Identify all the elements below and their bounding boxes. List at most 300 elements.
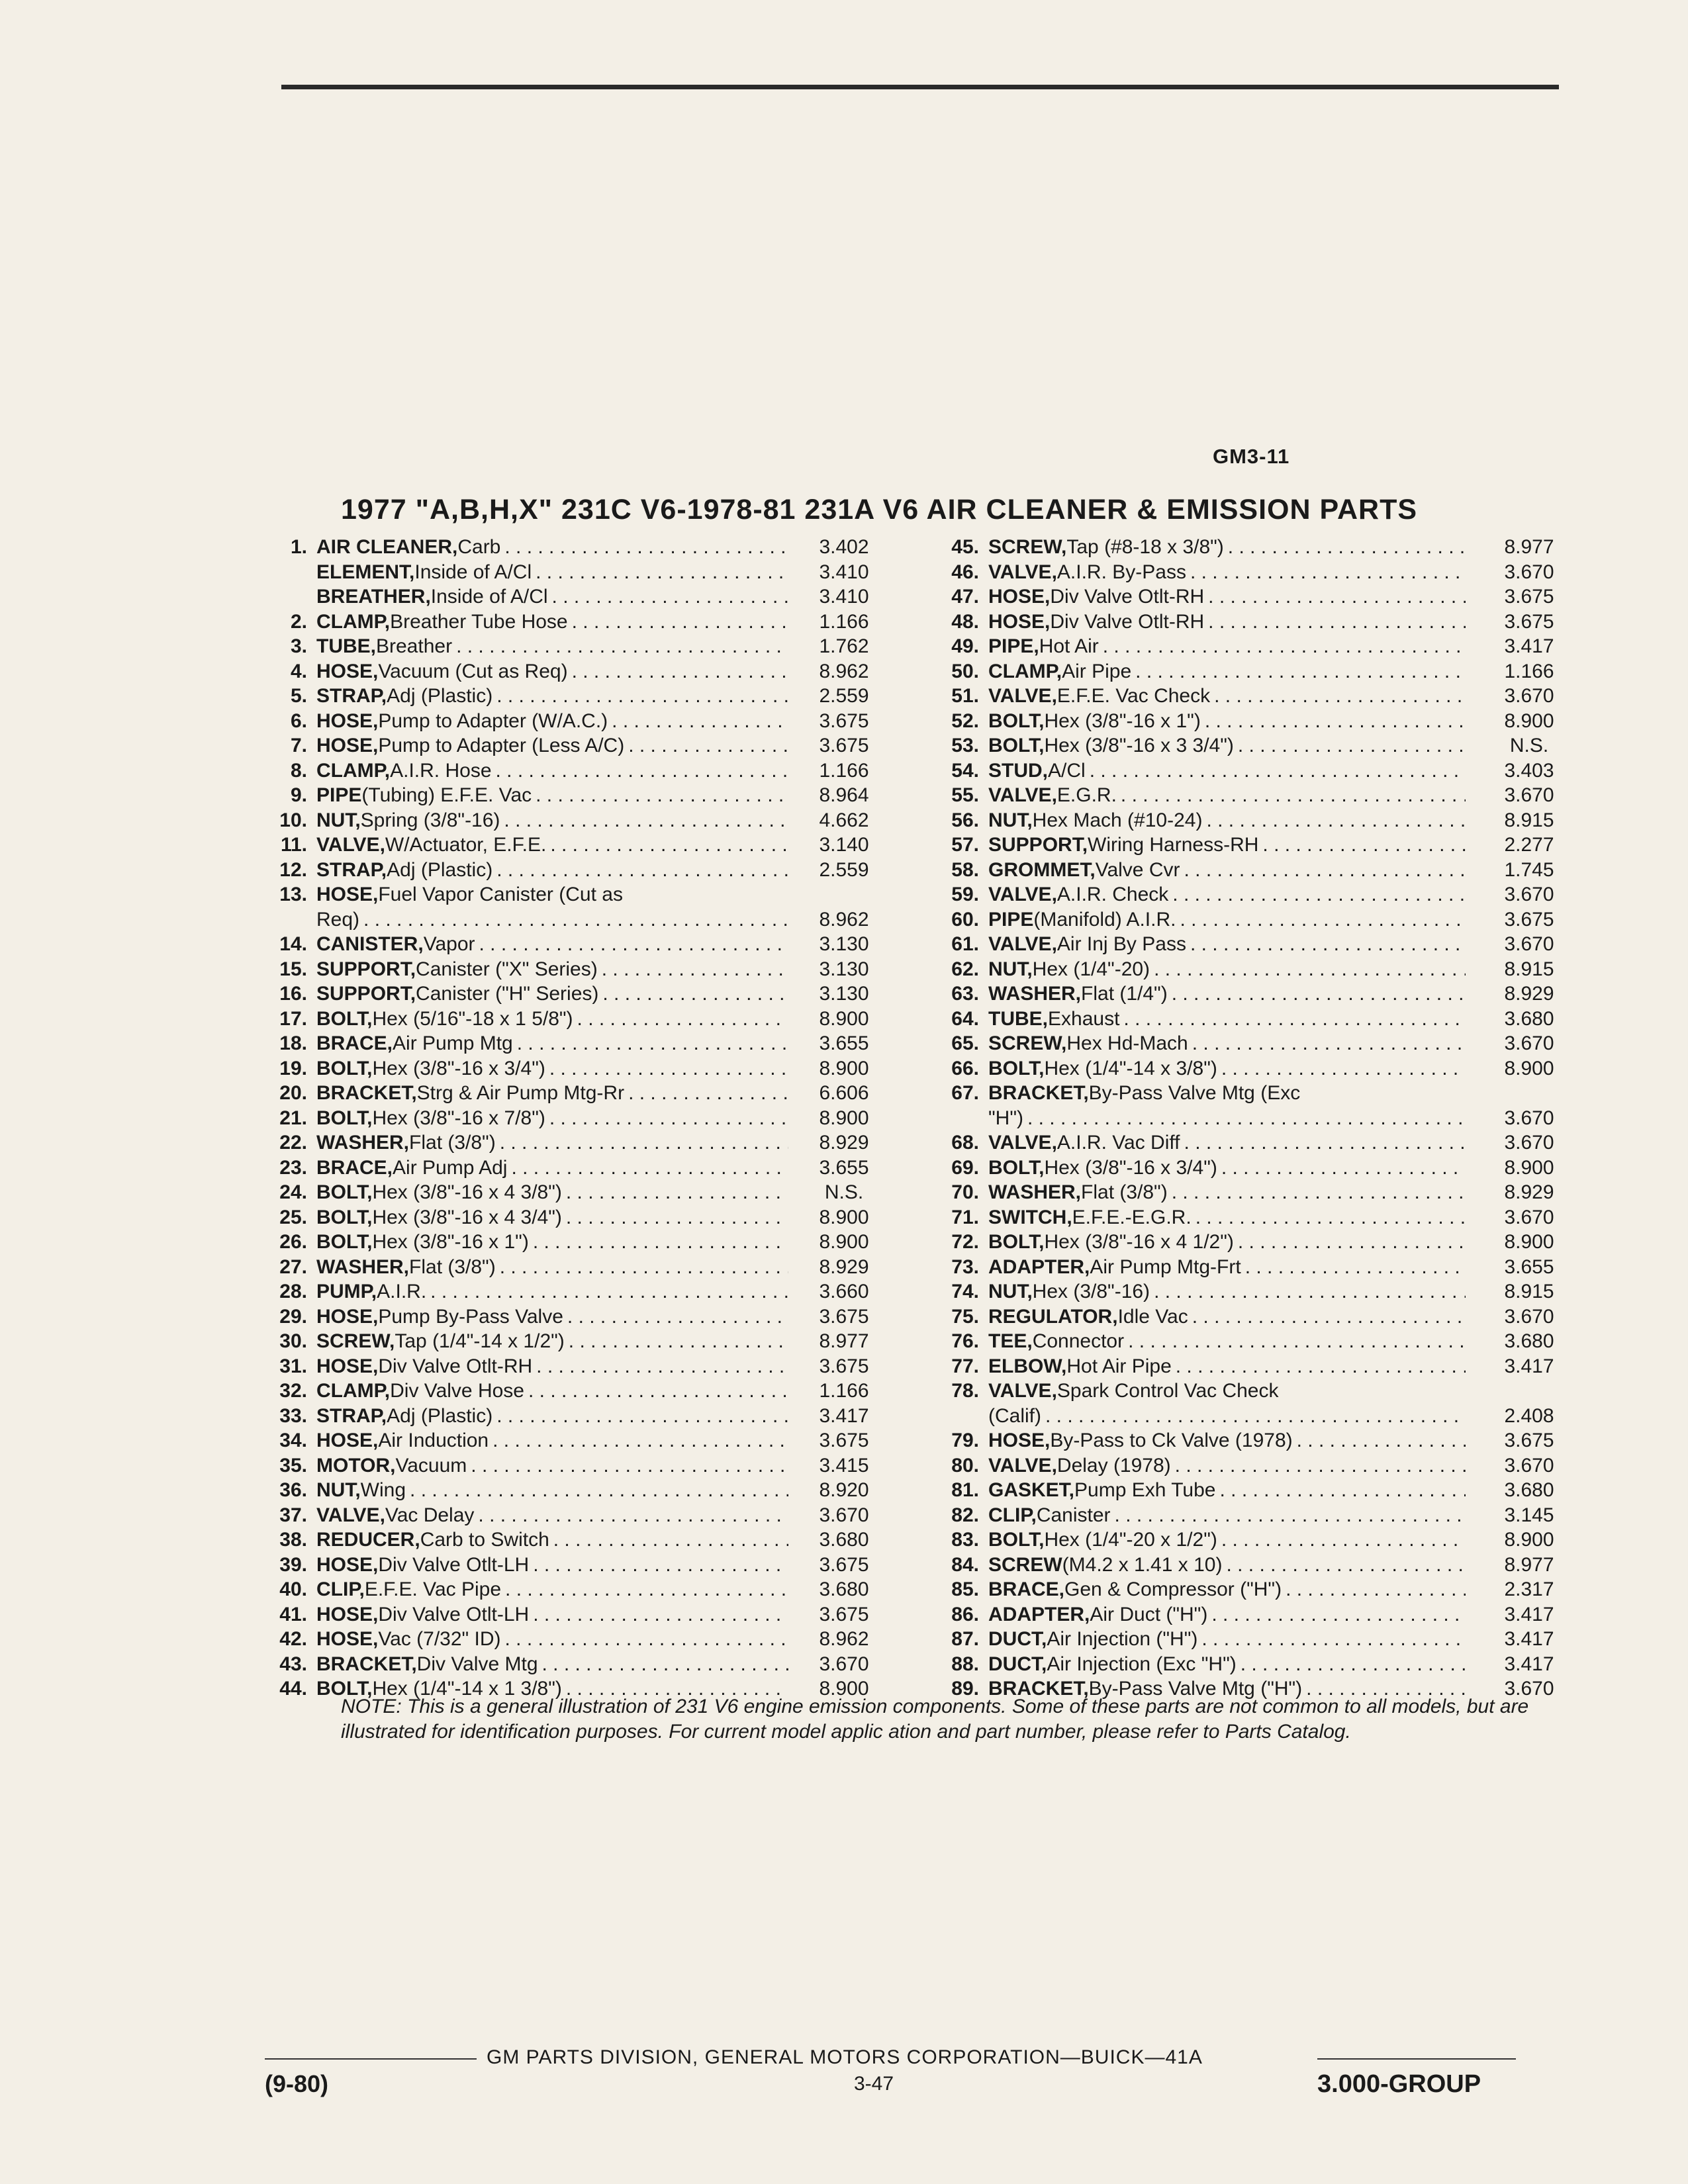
item-number: 16.	[279, 983, 307, 1005]
item-description: Carb	[457, 536, 501, 558]
leader-dots	[1103, 634, 1466, 659]
part-group-number: 3.670	[1504, 933, 1554, 955]
part-group-number: 8.977	[1504, 536, 1554, 558]
item-description: Div Valve Otlt-RH	[1050, 610, 1205, 633]
leader-dots	[1211, 1602, 1466, 1627]
part-group-number: 3.680	[1504, 1330, 1554, 1352]
item-name: CLIP,	[316, 1578, 365, 1600]
item-description: Pump to Adapter (Less A/C)	[378, 735, 625, 756]
item-number: 47.	[951, 586, 979, 608]
item-number: 49.	[951, 635, 979, 657]
part-group-number: 3.410	[819, 561, 869, 583]
list-item	[252, 560, 884, 585]
item-name: BRACKET,	[988, 1678, 1089, 1700]
item-name: VALVE,	[988, 1454, 1057, 1477]
item-number: 3.	[290, 635, 307, 657]
part-group-number: 3.675	[819, 1430, 869, 1451]
item-description: A.I.R. Check	[1056, 884, 1169, 905]
leader-dots	[566, 1205, 788, 1230]
list-item	[923, 535, 1569, 560]
leader-dots	[1214, 684, 1466, 709]
item-name: BOLT,	[316, 1181, 373, 1203]
item-name: HOSE,	[988, 610, 1051, 633]
item-number: 32.	[279, 1380, 307, 1402]
leader-dots	[542, 1652, 789, 1677]
footer-group: 3.000-GROUP	[1317, 2070, 1481, 2098]
part-group-number: 3.670	[1504, 1454, 1554, 1477]
list-item	[923, 1255, 1569, 1280]
item-name: BOLT,	[988, 1156, 1045, 1179]
item-number: 33.	[279, 1404, 307, 1427]
part-group-number: 2.559	[819, 858, 869, 881]
item-number: 8.	[290, 759, 307, 782]
leader-dots	[1245, 1255, 1466, 1280]
leader-dots	[536, 783, 788, 808]
leader-dots	[1090, 758, 1466, 784]
item-number: 65.	[951, 1032, 979, 1054]
list-item	[923, 858, 1569, 883]
list-item	[923, 882, 1569, 907]
leader-dots	[1172, 1180, 1466, 1205]
item-description: Pump to Adapter (W/A.C.)	[378, 709, 608, 732]
item-number: 46.	[951, 561, 979, 583]
footer-date: (9-80)	[265, 2070, 329, 2097]
part-group-number: 8.900	[819, 1107, 869, 1129]
item-description-cont: "H")	[988, 1107, 1023, 1129]
list-item	[923, 808, 1569, 833]
part-group-number: 3.670	[1504, 1305, 1554, 1328]
item-description: Canister ("H" Series)	[416, 983, 599, 1005]
list-item	[252, 1329, 884, 1354]
list-item	[923, 932, 1569, 957]
item-name: CLAMP,	[316, 610, 391, 633]
leader-dots	[1135, 659, 1466, 684]
item-description: Flat (3/8")	[409, 1132, 496, 1154]
list-item-continuation	[923, 1106, 1569, 1131]
part-group-number: 3.417	[1504, 1603, 1554, 1625]
list-item	[923, 758, 1569, 784]
item-number: 40.	[279, 1578, 307, 1600]
item-description: Tap (#8-18 x 3/8")	[1066, 536, 1224, 558]
item-number: 19.	[279, 1057, 307, 1079]
item-name: CANISTER,	[316, 933, 424, 955]
list-item	[923, 1354, 1569, 1379]
part-group-number: 1.166	[1504, 660, 1554, 682]
item-number: 83.	[951, 1529, 979, 1551]
item-description: Spring (3/8"-16)	[360, 809, 500, 831]
list-item	[252, 535, 884, 560]
item-name: WASHER,	[316, 1132, 410, 1154]
list-item	[923, 957, 1569, 982]
item-description: Vac Delay	[385, 1504, 475, 1526]
leader-dots	[567, 1304, 788, 1330]
item-name: SCREW,	[988, 536, 1067, 558]
item-description: E.G.R.	[1056, 784, 1117, 806]
item-name: TUBE,	[316, 635, 376, 657]
item-number: 50.	[951, 660, 979, 682]
list-item	[923, 1230, 1569, 1255]
leader-dots	[577, 1007, 788, 1032]
item-description: E.F.E.-E.G.R.	[1072, 1206, 1192, 1228]
item-description: Air Inj By Pass	[1056, 933, 1186, 955]
part-group-number: 1.166	[819, 759, 869, 782]
part-group-number: 8.964	[819, 784, 869, 806]
item-description: Adj (Plastic)	[387, 685, 493, 707]
item-description: Idle Vac	[1117, 1305, 1188, 1328]
list-item	[252, 932, 884, 957]
leader-dots	[1206, 808, 1466, 833]
item-name: DUCT,	[988, 1628, 1047, 1650]
leader-dots	[1297, 1428, 1466, 1453]
item-description: Hex (1/4"-14 x 3/8")	[1044, 1057, 1217, 1079]
item-description: Hex (3/8"-16 x 4 3/4")	[372, 1206, 562, 1228]
item-description: Vacuum	[395, 1454, 467, 1477]
list-item	[252, 1453, 884, 1479]
item-name: BOLT,	[988, 709, 1045, 732]
list-item	[923, 659, 1569, 684]
item-name: BREATHER,	[316, 586, 431, 608]
footer-rule-right	[1317, 2058, 1516, 2060]
item-description: Air Induction	[378, 1430, 489, 1451]
item-number: 39.	[279, 1553, 307, 1576]
item-number: 26.	[279, 1231, 307, 1253]
part-group-number: 3.680	[819, 1578, 869, 1600]
item-number: 68.	[951, 1132, 979, 1154]
list-item	[252, 1527, 884, 1553]
item-name: CLAMP,	[316, 1380, 391, 1402]
item-description: Div Valve Otlt-LH	[378, 1553, 530, 1576]
item-description: Exhaust	[1048, 1007, 1120, 1030]
list-item	[252, 1205, 884, 1230]
list-item	[923, 1329, 1569, 1354]
part-group-number: 3.417	[1504, 1628, 1554, 1650]
part-group-number: 3.670	[1504, 1132, 1554, 1154]
list-item	[252, 1428, 884, 1453]
item-name: REDUCER,	[316, 1529, 420, 1551]
leader-dots	[1190, 560, 1466, 585]
part-group-number: 8.977	[1504, 1553, 1554, 1576]
item-description: E.F.E. Vac Check	[1056, 685, 1211, 707]
list-item	[252, 1404, 884, 1429]
item-name: ELBOW,	[988, 1355, 1067, 1377]
leader-dots	[572, 659, 788, 684]
list-item	[252, 610, 884, 635]
item-description: Flat (3/8")	[409, 1255, 496, 1278]
leader-dots	[504, 535, 788, 560]
item-number: 77.	[951, 1355, 979, 1377]
part-group-number: 3.675	[819, 1553, 869, 1576]
item-name: VALVE,	[316, 834, 385, 856]
item-name: SCREW,	[988, 1032, 1067, 1054]
item-number: 51.	[951, 685, 979, 707]
item-name: AIR CLEANER,	[316, 536, 458, 558]
item-number: 38.	[279, 1529, 307, 1551]
list-item	[252, 1007, 884, 1032]
list-item	[923, 1130, 1569, 1156]
item-description-cont: (Calif)	[988, 1404, 1041, 1427]
list-item	[923, 1428, 1569, 1453]
item-description: Fuel Vapor Canister (Cut as	[378, 884, 623, 905]
item-description: Air Pump Mtg	[393, 1032, 513, 1054]
part-group-number: 3.680	[1504, 1007, 1554, 1030]
list-item	[252, 957, 884, 982]
part-group-number: 3.670	[1504, 685, 1554, 707]
list-item	[923, 610, 1569, 635]
leader-dots	[1192, 1304, 1466, 1330]
part-group-number: 8.977	[819, 1330, 869, 1352]
parts-list-left	[252, 535, 884, 1702]
item-name: SUPPORT,	[316, 958, 416, 980]
leader-dots	[1172, 981, 1466, 1007]
item-number: 35.	[279, 1454, 307, 1477]
part-group-number: 3.675	[819, 1305, 869, 1328]
list-item	[252, 882, 884, 907]
part-group-number: 3.675	[1504, 610, 1554, 633]
list-item	[923, 1379, 1569, 1404]
item-description: Hex (3/8"-16 x 3/4")	[372, 1057, 545, 1079]
item-number: 56.	[951, 809, 979, 831]
item-description: E.F.E. Vac Pipe	[364, 1578, 502, 1600]
item-name: SUPPORT,	[316, 983, 416, 1005]
item-number: 42.	[279, 1628, 307, 1650]
leader-dots	[496, 1404, 788, 1429]
item-description: Air Pipe	[1062, 660, 1132, 682]
parts-list-right	[923, 535, 1569, 1702]
leader-dots	[1286, 1577, 1466, 1602]
leader-dots	[1176, 1354, 1466, 1379]
list-item	[923, 1081, 1569, 1106]
item-description: Flat (1/4")	[1081, 983, 1168, 1005]
item-description: Air Pump Mtg-Frt	[1090, 1255, 1241, 1278]
leader-dots	[1208, 610, 1466, 635]
list-item	[923, 560, 1569, 585]
part-group-number: 1.745	[1504, 858, 1554, 881]
item-name: GROMMET,	[988, 858, 1096, 881]
item-number: 44.	[279, 1678, 307, 1700]
item-description: Div Valve Otlt-RH	[378, 1355, 533, 1377]
item-name: PIPE	[988, 908, 1034, 931]
part-group-number: 3.670	[819, 1504, 869, 1526]
leader-dots	[536, 1354, 788, 1379]
part-group-number: N.S.	[824, 1181, 864, 1203]
item-number: 2.	[290, 610, 307, 633]
leader-dots	[566, 1180, 788, 1205]
list-item	[252, 584, 884, 610]
part-group-number: 8.929	[819, 1255, 869, 1278]
item-name: BOLT,	[988, 1057, 1045, 1079]
list-item	[252, 1230, 884, 1255]
part-group-number: 3.675	[1504, 1430, 1554, 1451]
list-item	[252, 1081, 884, 1106]
item-number: 13.	[279, 884, 307, 905]
item-description: Gen & Compressor ("H")	[1064, 1578, 1282, 1600]
part-group-number: 3.670	[1504, 884, 1554, 905]
leader-dots	[612, 709, 788, 734]
item-name: NUT,	[988, 1281, 1033, 1302]
part-group-number: 8.915	[1504, 809, 1554, 831]
part-group-number: 3.130	[819, 983, 869, 1005]
item-number: 37.	[279, 1504, 307, 1526]
item-number: 86.	[951, 1603, 979, 1625]
item-name: CLIP,	[988, 1504, 1037, 1526]
leader-dots	[549, 1056, 788, 1081]
part-group-number: 4.662	[819, 809, 869, 831]
part-group-number: 8.900	[1504, 1057, 1554, 1079]
list-item	[923, 1180, 1569, 1205]
item-name: PUMP,	[316, 1281, 377, 1302]
item-name: REGULATOR,	[988, 1305, 1118, 1328]
item-description: Hot Air Pipe	[1066, 1355, 1172, 1377]
item-number: 66.	[951, 1057, 979, 1079]
item-description: Hex (3/8"-16 x 7/8")	[372, 1107, 545, 1129]
item-description: Air Pump Adj	[393, 1156, 508, 1179]
item-number: 18.	[279, 1032, 307, 1054]
list-item	[252, 1056, 884, 1081]
item-number: 85.	[951, 1578, 979, 1600]
item-number: 22.	[279, 1132, 307, 1154]
item-name: STRAP,	[316, 858, 387, 881]
item-number: 25.	[279, 1206, 307, 1228]
item-description: Carb to Switch	[420, 1529, 549, 1551]
item-number: 69.	[951, 1156, 979, 1179]
item-number: 73.	[951, 1255, 979, 1278]
leader-dots	[1238, 733, 1466, 758]
leader-dots	[496, 858, 788, 883]
list-item	[252, 1553, 884, 1578]
item-name: HOSE,	[988, 1430, 1051, 1451]
item-description: Hot Air	[1039, 635, 1099, 657]
item-name: CLAMP,	[988, 660, 1062, 682]
leader-dots	[492, 1428, 788, 1453]
leader-dots	[1238, 1230, 1466, 1255]
item-name: HOSE,	[316, 1603, 379, 1625]
leader-dots	[1172, 882, 1466, 907]
list-item	[252, 783, 884, 808]
part-group-number: 3.670	[819, 1653, 869, 1675]
item-description: Wiring Harness-RH	[1088, 834, 1259, 856]
part-group-number: 2.559	[819, 685, 869, 707]
item-name: WASHER,	[988, 983, 1082, 1005]
part-group-number: 3.675	[819, 709, 869, 732]
item-name: VALVE,	[988, 1132, 1057, 1154]
item-number: 27.	[279, 1255, 307, 1278]
item-name: DUCT,	[988, 1653, 1047, 1675]
item-description: Div Valve Otlt-LH	[378, 1603, 530, 1625]
list-item	[252, 1354, 884, 1379]
item-name: BRACKET,	[316, 1653, 417, 1675]
item-number: 74.	[951, 1281, 979, 1302]
leader-dots	[500, 1130, 788, 1156]
footer-rule-left	[265, 2058, 477, 2060]
item-name: HOSE,	[316, 735, 379, 756]
top-rule	[281, 85, 1559, 89]
leader-dots	[504, 808, 788, 833]
part-group-number: 3.670	[1504, 561, 1554, 583]
item-description-cont: Req)	[316, 908, 360, 931]
item-name: VALVE,	[988, 884, 1057, 905]
leader-dots	[1180, 907, 1466, 933]
item-number: 45.	[951, 536, 979, 558]
item-description: A.I.R. Hose	[390, 759, 492, 782]
item-name: BOLT,	[316, 1678, 373, 1700]
item-description: Inside of A/Cl	[430, 586, 548, 608]
item-name: VALVE,	[316, 1504, 385, 1526]
part-group-number: 8.920	[819, 1479, 869, 1501]
list-item	[252, 634, 884, 659]
list-item	[252, 1379, 884, 1404]
item-name: SCREW	[988, 1553, 1062, 1576]
leader-dots	[533, 1553, 788, 1578]
item-description: Inside of A/Cl	[414, 561, 532, 583]
list-item	[252, 659, 884, 684]
item-name: HOSE,	[316, 1628, 379, 1650]
item-number: 7.	[290, 735, 307, 756]
list-item	[252, 1255, 884, 1280]
item-description: Hex (1/4"-20 x 1/2")	[1044, 1529, 1217, 1551]
leader-dots	[1184, 1130, 1466, 1156]
item-name: BRACE,	[988, 1578, 1065, 1600]
item-description: (Manifold) A.I.R.	[1033, 908, 1176, 931]
item-name: TUBE,	[988, 1007, 1048, 1030]
item-number: 57.	[951, 834, 979, 856]
item-description: Breather	[376, 635, 453, 657]
item-number: 60.	[951, 908, 979, 931]
item-number: 20.	[279, 1082, 307, 1104]
item-name: HOSE,	[316, 1430, 379, 1451]
item-number: 84.	[951, 1553, 979, 1576]
list-item	[923, 1602, 1569, 1627]
item-description: Delay (1978)	[1056, 1454, 1171, 1477]
item-number: 75.	[951, 1305, 979, 1328]
leader-dots	[552, 584, 788, 610]
leader-dots	[528, 1379, 788, 1404]
part-group-number: 3.130	[819, 933, 869, 955]
item-name: BOLT,	[988, 735, 1045, 756]
item-description: Tap (1/4"-14 x 1/2")	[395, 1330, 565, 1352]
leader-dots	[1220, 1478, 1466, 1503]
leader-dots	[363, 907, 788, 933]
item-name: ELEMENT,	[316, 561, 415, 583]
list-item	[923, 1478, 1569, 1503]
leader-dots	[517, 1031, 788, 1056]
list-item	[252, 1156, 884, 1181]
item-name: STRAP,	[316, 685, 387, 707]
page-code: GM3-11	[1213, 445, 1290, 468]
item-description: Hex (3/8"-16 x 3/4")	[1044, 1156, 1217, 1179]
leader-dots	[1190, 932, 1466, 957]
item-description: Hex (1/4"-20)	[1032, 958, 1150, 980]
leader-dots	[569, 1329, 788, 1354]
item-name: BRACE,	[316, 1032, 393, 1054]
item-name: MOTOR,	[316, 1454, 396, 1477]
list-item	[923, 1453, 1569, 1479]
item-number: 21.	[279, 1107, 307, 1129]
leader-dots	[1208, 584, 1466, 610]
item-description: Air Injection ("H")	[1047, 1628, 1198, 1650]
part-group-number: N.S.	[1509, 735, 1549, 756]
item-name: VALVE,	[988, 685, 1057, 707]
item-number: 87.	[951, 1628, 979, 1650]
item-number: 28.	[279, 1281, 307, 1302]
item-description: Hex Hd-Mach	[1066, 1032, 1188, 1054]
part-group-number: 8.929	[1504, 983, 1554, 1005]
leader-dots	[1221, 1156, 1466, 1181]
part-group-number: 6.606	[819, 1082, 869, 1104]
list-item	[252, 684, 884, 709]
item-number: 62.	[951, 958, 979, 980]
leader-dots	[1175, 1453, 1466, 1479]
item-number: 67.	[951, 1082, 979, 1104]
